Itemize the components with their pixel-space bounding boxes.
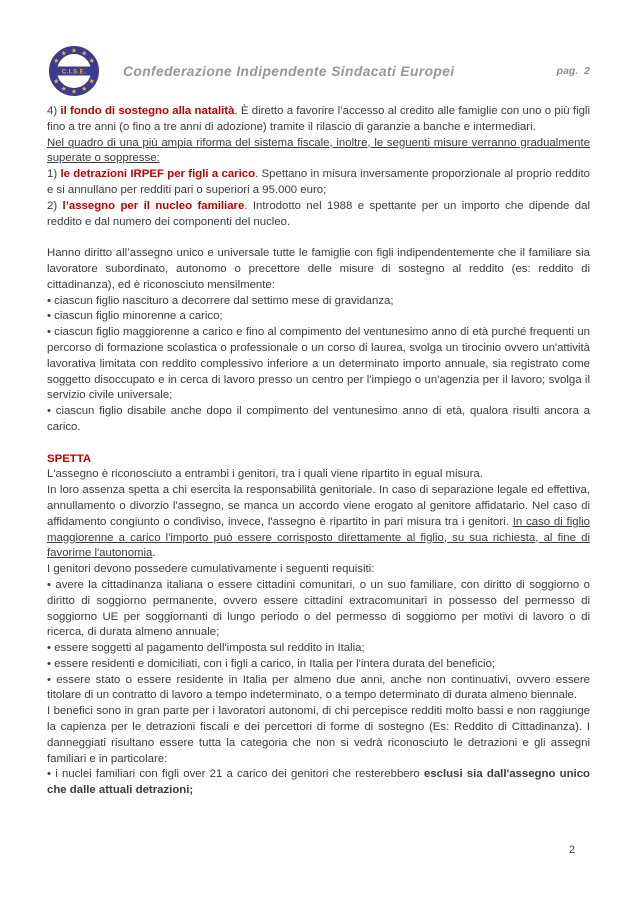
text-run: l’assegno per il nucleo familiare: [62, 199, 245, 212]
cise-logo: [47, 43, 101, 99]
para-fondo-natalita: [47, 104, 590, 136]
para-assegno-riconosciuto: [47, 467, 590, 483]
text-run: • avere la cittadinanza italiana o essere cittadini comunitari, o un suo familiare, con diritto di soggiorno o diritto di soggiorno permanente, ovvero essere cittadini extracomunitari in possesso del permesso di soggiorno UE per soggiornanti di lungo periodo o del permesso di soggiorno per motivi di lavoro o di ricerca, di durata almeno annuale;: [47, 578, 590, 639]
text-run: SPETTA: [47, 452, 92, 465]
heading-spetta: [47, 452, 590, 468]
text-run: . Introdotto nel 1988 e spettante per un importo che dipende dal reddito e dal numero dei componenti del nucleo.: [47, 199, 590, 228]
text-run: • essere residenti e domiciliati, con i figli a carico, in Italia per l'intera durata del beneficio;: [47, 657, 496, 670]
header-page-label: pag. 2: [556, 65, 590, 77]
text-run: esclusi sia dall'assegno unico che dalle attuali detrazioni;: [47, 768, 590, 797]
bullet-figlio-maggiorenne: [47, 325, 590, 404]
para-requisiti: [47, 562, 590, 578]
text-run: Nel quadro di una più ampia riforma del sistema fiscale, inoltre, le seguenti misure verranno gradualmente superate o soppresse:: [47, 136, 590, 165]
bullet-cittadinanza: [47, 578, 590, 641]
text-run: . È diretto a favorire l’accesso al credito alle famiglie con uno o più figli fino a tre anni (o fino a tre anni di adozione) tramite il rilascio di garanzie a banche e intermediari.: [47, 105, 590, 133]
text-run: .: [152, 547, 156, 560]
text-run: • i nuclei familiari con figli over 21 a carico dei genitori che resterebbero: [47, 768, 424, 781]
para-detrazioni-irpef: [47, 167, 590, 199]
bullet-figlio-nascituro: [47, 294, 590, 310]
cise-logo-emblem: [47, 43, 101, 99]
text-run: • essere stato o essere residente in Italia per almeno due anni, anche non continuativi, ovvero essere titolare di un contratto di lavoro a tempo indeterminato, o a tempo determinato di durata almeno biennale.: [47, 673, 590, 702]
text-run: In loro assenza spetta a chi esercita la responsabilità genitoriale. In caso di separazione legale ed effettiva, annullamento o divorzio l'assegno, se manca un accordo viene erogato al genitore affidatario. Nel caso di affidamento congiunto o condiviso, invece, l'assegno è ripartito in pari misura tra i genitori.: [47, 484, 590, 528]
text-run: I benefici sono in gran parte per i lavoratori autonomi, di chi percepisce redditi molto bassi e non raggiunge la capienza per le detrazioni fiscali e dei percettori di forme di sostegno (Es: Reddito di Cittadinanza). I danneggiati risultano essere tutta la categoria che non si vedrà riconosciuto le detrazioni e gli assegni familiari e in particolare:: [47, 705, 590, 765]
text-run: le detrazioni IRPEF per figli a carico: [60, 168, 256, 181]
text-run: • ciascun figlio minorenne a carico;: [47, 310, 223, 323]
text-run: • ciascun figlio maggiorenne a carico e fino al compimento del ventunesimo anno di età purché frequenti un percorso di formazione scolastica o professionale o un corso di laurea, svolga un tirocinio ovvero un'attività lavorativa limitata con reddito complessivo inferiore a un determinato importo annuale, sia registrato come soggetto disoccupato e in cerca di lavoro presso un centro per l'impiego o un'agenzia per il lavoro; svolga il servizio civile universale;: [47, 326, 590, 402]
para-riforma-fiscale: [47, 136, 590, 168]
document-body: [47, 104, 590, 799]
text-run: il fondo di sostegno alla natalità: [60, 105, 235, 117]
text-run: 4): [47, 105, 61, 117]
text-run: L'assegno è riconosciuto a entrambi i genitori, tra i quali viene ripartito in egual misura.: [47, 468, 483, 481]
para-loro-assenza: [47, 483, 590, 562]
bullet-figlio-disabile: [47, 404, 590, 436]
para-assegno-nucleo: [47, 199, 590, 231]
logo-text: C.I.S.E.: [61, 68, 87, 76]
text-run: • essere soggetti al pagamento dell'imposta sul reddito in Italia;: [47, 642, 365, 655]
bullet-nuclei-over-21: [47, 767, 590, 799]
text-run: In caso di figlio maggiorenne a carico l'importo può essere corrisposto direttamente al figlio, su sua richiesta, al fine di favorirne l'autonomia: [47, 515, 590, 560]
para-benefici: [47, 704, 590, 767]
text-run: • ciascun figlio disabile anche dopo il compimento del ventunesimo anno di età, qualora risulti ancora a carico.: [47, 405, 590, 433]
footer-page-number: 2: [568, 844, 575, 856]
page-header: [47, 43, 590, 99]
text-run: I genitori devono possedere cumulativamente i seguenti requisiti:: [47, 563, 375, 576]
para-hanno-diritto: [47, 246, 590, 293]
text-run: . Spettano in misura inversamente proporzionale al proprio reddito e si annullano per redditi pari o superiori a 95.000 euro;: [47, 168, 590, 196]
bullet-figlio-minorenne: [47, 309, 590, 325]
bullet-imposta: [47, 641, 590, 657]
bullet-residenza-due-anni: [47, 673, 590, 705]
text-run: 1): [47, 168, 61, 181]
text-run: Hanno diritto all’assegno unico e universale tutte le famiglie con figli indipendentemente che il familiare sia lavoratore subordinato, autonomo o precettore delle misure di sostegno al reddito (es: reddito di cittadinanza), ed è riconosciuto mensilmente:: [47, 247, 590, 291]
text-run: 2): [47, 199, 63, 212]
text-run: • ciascun figlio nascituro a decorrere dal settimo mese di gravidanza;: [47, 294, 394, 307]
header-title: Confederazione Indipendente Sindacati Europei: [123, 63, 455, 79]
bullet-residenti: [47, 657, 590, 673]
